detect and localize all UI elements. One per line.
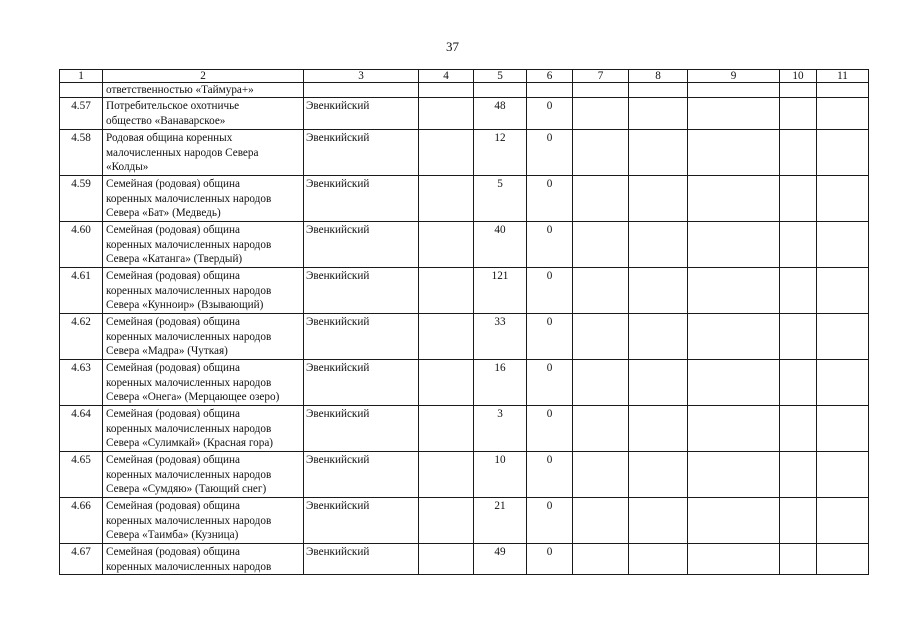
organization-name-line: Семейная (родовая) община (106, 500, 240, 512)
organization-name-line: Семейная (родовая) община (106, 454, 240, 466)
empty-cell (629, 222, 688, 268)
empty-cell (780, 268, 817, 314)
column-4-cell (419, 176, 474, 222)
empty-cell (629, 130, 688, 176)
column-6-value: 0 (527, 406, 573, 452)
table-cell (527, 83, 573, 98)
empty-cell (817, 130, 869, 176)
column-header: 10 (780, 70, 817, 83)
empty-cell (629, 98, 688, 130)
empty-cell (573, 314, 629, 360)
empty-cell (688, 406, 780, 452)
column-6-value: 0 (527, 498, 573, 544)
region-cell: Эвенкийский (304, 544, 419, 575)
table-cell (304, 83, 419, 98)
organization-name (103, 406, 304, 452)
row-number: 4.61 (60, 268, 103, 314)
page-number: 37 (446, 39, 459, 54)
table-row (60, 452, 869, 498)
column-header: 6 (527, 70, 573, 83)
empty-cell (573, 544, 629, 575)
region-cell: Эвенкийский (304, 176, 419, 222)
organization-name-line: малочисленных народов Севера (106, 146, 259, 159)
organization-name (103, 130, 304, 176)
region-cell: Эвенкийский (304, 406, 419, 452)
table-cell (817, 83, 869, 98)
empty-cell (780, 360, 817, 406)
column-header: 11 (817, 70, 869, 83)
column-6-value: 0 (527, 314, 573, 360)
column-6-value: 0 (527, 130, 573, 176)
data-table (59, 69, 869, 575)
column-4-cell (419, 360, 474, 406)
empty-cell (817, 98, 869, 130)
organization-name (103, 98, 304, 130)
empty-cell (817, 314, 869, 360)
table-cell (419, 83, 474, 98)
continuation-text: ответственностью «Таймура+» (103, 83, 304, 98)
column-6-value: 0 (527, 176, 573, 222)
column-header: 4 (419, 70, 474, 83)
table-cell (573, 83, 629, 98)
column-6-value: 0 (527, 544, 573, 575)
column-5-value: 10 (474, 452, 527, 498)
empty-cell (573, 498, 629, 544)
empty-cell (688, 268, 780, 314)
row-number: 4.65 (60, 452, 103, 498)
table-cell (60, 83, 103, 98)
table-header-row (60, 70, 869, 83)
column-header: 1 (60, 70, 103, 83)
organization-name-line: Севера «Сумдяю» (Тающий снег) (106, 483, 267, 496)
empty-cell (573, 268, 629, 314)
region-cell: Эвенкийский (304, 268, 419, 314)
table-row (60, 176, 869, 222)
organization-name-line: Севера «Онега» (Мерцающее озеро) (106, 391, 280, 404)
column-5-value: 5 (474, 176, 527, 222)
column-header: 5 (474, 70, 527, 83)
row-number: 4.63 (60, 360, 103, 406)
organization-name-line: коренных малочисленных народов (106, 468, 272, 481)
column-header: 9 (688, 70, 780, 83)
column-6-value: 0 (527, 98, 573, 130)
organization-name (103, 544, 304, 575)
organization-name-line: Севера «Бат» (Медведь) (106, 207, 221, 220)
column-header: 2 (103, 70, 304, 83)
row-number: 4.66 (60, 498, 103, 544)
table-cell (474, 83, 527, 98)
empty-cell (780, 544, 817, 575)
region-cell: Эвенкийский (304, 314, 419, 360)
table-row (60, 222, 869, 268)
organization-name-line: Родовая община коренных (106, 132, 233, 144)
organization-name-line: Севера «Кунноир» (Взывающий) (106, 299, 264, 312)
empty-cell (629, 360, 688, 406)
organization-name-line: общество «Ванаварское» (106, 114, 226, 127)
table-row (60, 406, 869, 452)
table-row (60, 98, 869, 130)
empty-cell (573, 222, 629, 268)
empty-cell (780, 452, 817, 498)
column-header: 8 (629, 70, 688, 83)
empty-cell (817, 268, 869, 314)
organization-name-line: Севера «Таимба» (Кузница) (106, 529, 239, 542)
table-row (60, 130, 869, 176)
column-5-value: 40 (474, 222, 527, 268)
organization-name-line: коренных малочисленных народов (106, 560, 272, 573)
empty-cell (629, 544, 688, 575)
table-row (60, 268, 869, 314)
empty-cell (780, 406, 817, 452)
region-cell: Эвенкийский (304, 222, 419, 268)
row-number: 4.59 (60, 176, 103, 222)
row-number: 4.64 (60, 406, 103, 452)
empty-cell (629, 176, 688, 222)
empty-cell (780, 314, 817, 360)
continuation-row (60, 83, 869, 98)
organization-name-line: коренных малочисленных народов (106, 238, 272, 251)
organization-name-line: Семейная (родовая) община (106, 224, 240, 236)
region-cell: Эвенкийский (304, 452, 419, 498)
column-4-cell (419, 268, 474, 314)
empty-cell (573, 130, 629, 176)
empty-cell (817, 222, 869, 268)
empty-cell (817, 498, 869, 544)
empty-cell (780, 222, 817, 268)
empty-cell (817, 544, 869, 575)
column-4-cell (419, 222, 474, 268)
organization-name-line: коренных малочисленных народов (106, 514, 272, 527)
table-row (60, 314, 869, 360)
empty-cell (688, 314, 780, 360)
organization-name-line: Семейная (родовая) община (106, 270, 240, 282)
organization-name-line: Семейная (родовая) община (106, 316, 240, 328)
organization-name (103, 268, 304, 314)
column-5-value: 21 (474, 498, 527, 544)
column-5-value: 49 (474, 544, 527, 575)
column-5-value: 121 (474, 268, 527, 314)
row-number: 4.67 (60, 544, 103, 575)
organization-name-line: Семейная (родовая) община (106, 362, 240, 374)
region-cell: Эвенкийский (304, 498, 419, 544)
organization-name-line: Севера «Мадра» (Чуткая) (106, 345, 228, 358)
empty-cell (817, 360, 869, 406)
empty-cell (688, 98, 780, 130)
organization-name-line: Потребительское охотничье (106, 100, 240, 112)
column-4-cell (419, 130, 474, 176)
row-number: 4.62 (60, 314, 103, 360)
column-4-cell (419, 452, 474, 498)
organization-name (103, 222, 304, 268)
organization-name (103, 452, 304, 498)
column-4-cell (419, 406, 474, 452)
column-5-value: 12 (474, 130, 527, 176)
column-header: 3 (304, 70, 419, 83)
organization-name-line: коренных малочисленных народов (106, 192, 272, 205)
region-cell: Эвенкийский (304, 360, 419, 406)
organization-name (103, 498, 304, 544)
table-cell (629, 83, 688, 98)
organization-name (103, 360, 304, 406)
organization-name-line: Семейная (родовая) община (106, 408, 240, 420)
column-6-value: 0 (527, 360, 573, 406)
empty-cell (573, 98, 629, 130)
region-cell: Эвенкийский (304, 98, 419, 130)
empty-cell (688, 452, 780, 498)
empty-cell (817, 406, 869, 452)
column-4-cell (419, 314, 474, 360)
row-number: 4.60 (60, 222, 103, 268)
empty-cell (629, 498, 688, 544)
empty-cell (817, 176, 869, 222)
empty-cell (573, 360, 629, 406)
empty-cell (629, 314, 688, 360)
organization-name-line: коренных малочисленных народов (106, 284, 272, 297)
empty-cell (688, 176, 780, 222)
empty-cell (688, 360, 780, 406)
organization-name-line: Семейная (родовая) община (106, 546, 240, 558)
table-row (60, 544, 869, 575)
organization-name-line: «Колды» (106, 161, 149, 174)
empty-cell (573, 452, 629, 498)
empty-cell (780, 498, 817, 544)
column-6-value: 0 (527, 268, 573, 314)
column-5-value: 48 (474, 98, 527, 130)
column-header: 7 (573, 70, 629, 83)
column-6-value: 0 (527, 222, 573, 268)
table-row (60, 360, 869, 406)
column-6-value: 0 (527, 452, 573, 498)
row-number: 4.57 (60, 98, 103, 130)
table-row (60, 498, 869, 544)
table-cell (780, 83, 817, 98)
empty-cell (629, 406, 688, 452)
empty-cell (817, 452, 869, 498)
empty-cell (688, 498, 780, 544)
empty-cell (573, 176, 629, 222)
organization-name-line: коренных малочисленных народов (106, 376, 272, 389)
region-cell: Эвенкийский (304, 130, 419, 176)
empty-cell (573, 406, 629, 452)
organization-name-line: Севера «Сулимкай» (Красная гора) (106, 437, 274, 450)
column-4-cell (419, 498, 474, 544)
empty-cell (780, 130, 817, 176)
empty-cell (780, 176, 817, 222)
column-5-value: 33 (474, 314, 527, 360)
table-cell (688, 83, 780, 98)
empty-cell (688, 222, 780, 268)
empty-cell (629, 268, 688, 314)
organization-name-line: Севера «Катанга» (Твердый) (106, 253, 243, 266)
organization-name (103, 314, 304, 360)
empty-cell (688, 130, 780, 176)
column-5-value: 16 (474, 360, 527, 406)
organization-name-line: коренных малочисленных народов (106, 330, 272, 343)
column-4-cell (419, 98, 474, 130)
column-4-cell (419, 544, 474, 575)
organization-name-line: коренных малочисленных народов (106, 422, 272, 435)
empty-cell (629, 452, 688, 498)
empty-cell (688, 544, 780, 575)
row-number: 4.58 (60, 130, 103, 176)
empty-cell (780, 98, 817, 130)
organization-name-line: Семейная (родовая) община (106, 178, 240, 190)
organization-name (103, 176, 304, 222)
column-5-value: 3 (474, 406, 527, 452)
